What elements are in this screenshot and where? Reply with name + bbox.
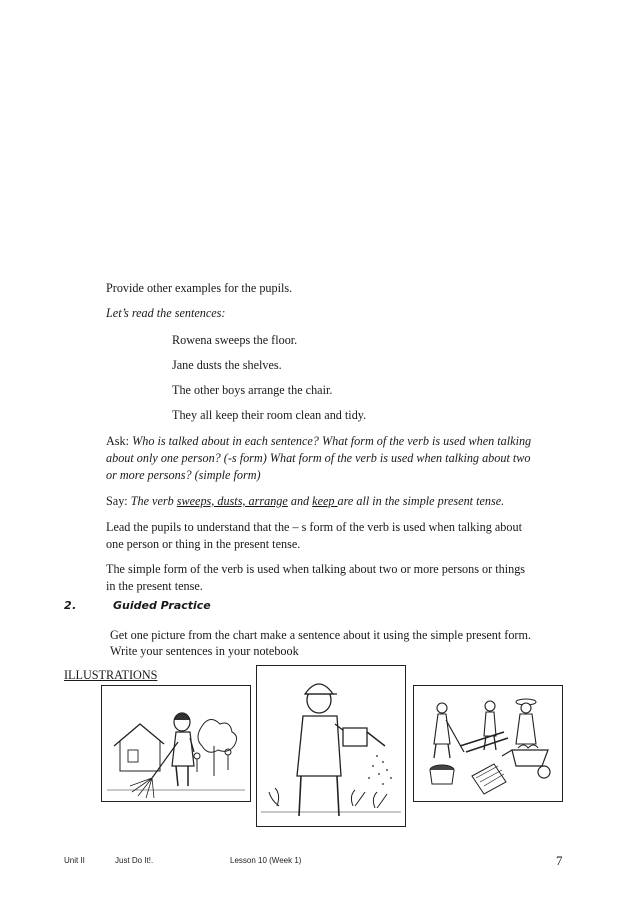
instruction-lets-read: Let’s read the sentences:	[106, 306, 226, 320]
footer-unit: Unit II	[64, 856, 85, 865]
illustrations-label: ILLUSTRATIONS	[64, 668, 158, 682]
example-sentence: The other boys arrange the chair.	[172, 383, 333, 397]
ask-question-line: or more persons? (simple form)	[106, 468, 261, 482]
page-number: 7	[556, 853, 563, 868]
illustration-people-working	[413, 685, 563, 802]
ask-paragraph	[106, 433, 531, 450]
instruction-provide: Provide other examples for the pupils.	[106, 281, 293, 295]
verbs-underlined: sweeps, dusts, arrange	[176, 494, 288, 508]
illustration-boy-watering	[256, 665, 406, 827]
illustration-girl-sweeping	[101, 685, 251, 802]
example-sentence: They all keep their room clean and tidy.	[172, 408, 367, 422]
verb-keep-underlined: keep	[312, 494, 338, 508]
lead-paragraph-line: one person or thing in the present tense.	[106, 537, 301, 551]
lead-paragraph-line: Lead the pupils to understand that the – s form of the verb is used when talking about	[106, 520, 522, 534]
simple-form-line: The simple form of the verb is used when talking about two or more persons or things	[106, 562, 526, 576]
ask-label: Ask:	[106, 434, 133, 448]
section-title: Guided Practice	[113, 599, 211, 612]
example-sentence: Rowena sweeps the floor.	[172, 333, 298, 347]
section-number: 2.	[64, 599, 77, 612]
say-paragraph: Say: The verb sweeps, dusts, arrange and keep are all in the simple present tense.	[106, 494, 505, 508]
ask-question-line: about only one person? (-s form) What form of the verb is used when talking about two	[106, 451, 531, 465]
footer-lesson: Lesson 10 (Week 1)	[230, 856, 302, 865]
simple-form-line: in the present tense.	[106, 579, 203, 593]
say-label: Say:	[106, 494, 131, 508]
guided-instruction: Write your sentences in your notebook	[110, 644, 299, 658]
footer-unit-title: Just Do It!.	[115, 856, 154, 865]
guided-instruction: Get one picture from the chart make a sentence about it using the simple present form.	[110, 628, 532, 642]
ask-question: Who is talked about in each sentence? What form of the verb is used when talking	[132, 434, 532, 448]
example-sentence: Jane dusts the shelves.	[172, 358, 282, 372]
